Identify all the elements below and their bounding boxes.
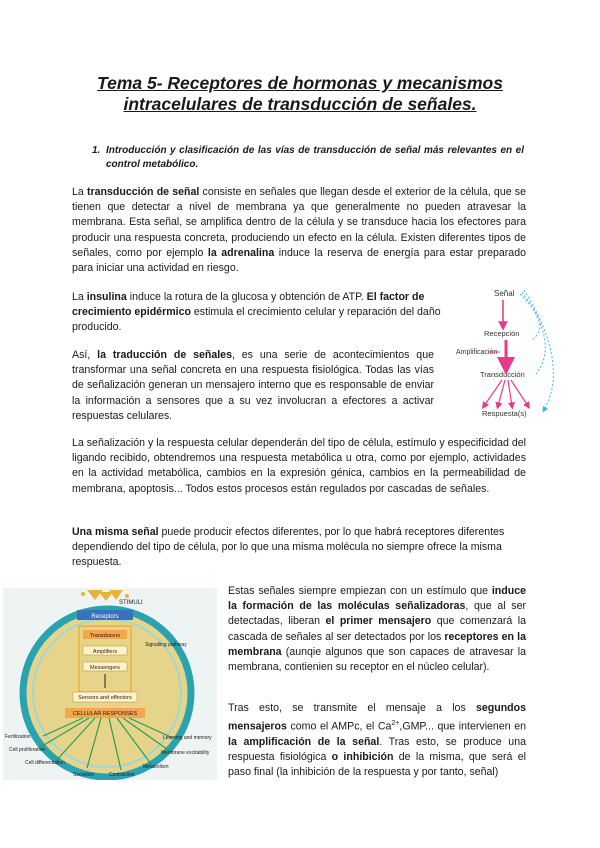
paragraph-estimulo: Estas señales siempre empiezan con un estímulo que induce la formación de las moléculas señalizadoras, que al ser detectadas, liberan el primer mensajero que comenzará la cascada de señales al ser detectados por los receptores en la membrana (aunqie algunos que son capaces de atravesar la membrana, contienien su receptor en el núcleo celular). <box>228 585 527 674</box>
svg-text:Messengers: Messengers <box>90 665 120 671</box>
svg-text:Amplifiers: Amplifiers <box>92 649 118 655</box>
paragraph-transduccion: La transducción de señal consiste en señales que llegan desde el exterior de la célula, que se tienen que detectar a nivel de membrana ya que generalmente no pueden atravesar la membrana. Esta señal, se amplifica dentro de la célula y se transduce hacia los efectores para producir una respuesta concreta, produciendo un efecto en la célula. Existen diferentes tipos de señales, como por ejemplo la adrenalina induce la reserva de energía para estar preparado para iniciar una actividad en riesgo. <box>72 186 526 275</box>
svg-text:Metabolism: Metabolism <box>143 764 169 770</box>
svg-text:CELLULAR RESPONSES: CELLULAR RESPONSES <box>72 711 138 717</box>
svg-text:Secretion: Secretion <box>73 772 95 778</box>
fig1-reception: Recepción <box>484 329 520 338</box>
paragraph-misma-senal: Una misma señal puede producir efectos diferentes, por lo que habrá receptores diferentes dependiendo del tipo de célula, por lo que una misma molécula no siempre ofrece la misma respuesta. <box>72 526 505 569</box>
paragraph-traduccion: Así, la traducción de señales, es una serie de acontecimientos que transformar una señal concreta en una respuesta fisiológica. Todas las vías de señalización generan un mensajero interno que es responsable de enviar la información a sensores que a su vez involucran a efectores a activar respuestas celulares. <box>72 349 434 422</box>
cell-signalling-diagram <box>3 588 217 780</box>
arrow-response-4 <box>511 380 528 406</box>
feedback-arrow-2 <box>522 292 545 374</box>
title-line-1: Tema 5- Receptores de hormonas y mecanismos <box>97 73 503 93</box>
svg-text:Cell differentiation: Cell differentiation <box>25 760 65 766</box>
svg-text:Membrane excitability: Membrane excitability <box>161 750 210 756</box>
page-title <box>60 73 540 115</box>
section-text: Introducción y clasificación de las vías de transducción de señal más relevantes en el control metabólico. <box>106 145 524 170</box>
fig1-responses: Respuesta(s) <box>482 409 527 418</box>
feedback-arrow-3 <box>524 290 553 410</box>
fig2-pathway: Signalling pathway <box>145 642 187 648</box>
title-line-2: intracelulares de transducción de señales. <box>123 94 477 114</box>
svg-text:Sensors and effectors: Sensors and effectors <box>78 695 132 701</box>
fig2-stimuli: STIMULI <box>119 600 143 606</box>
arrow-response-3 <box>508 380 512 406</box>
fig1-signal: Señal <box>494 289 515 298</box>
svg-text:Receptors: Receptors <box>91 614 119 620</box>
paragraph-senalizacion: La señalización y la respuesta celular dependerán del tipo de célula, estímulo y especificidad del ligando recibido, obtendremos una respuesta metabólica u otra, como por ejemplo, actividades en la actividad metabólica, cambios en la expresión génica, cambios en la permeabilidad de membrana, apoptosis... Todos estos procesos están regulados por cascadas de señales. <box>72 437 526 495</box>
feedback-arrow-1 <box>520 294 540 340</box>
svg-text:Contraction: Contraction <box>109 772 135 778</box>
fig1-transduction: Transducción <box>480 370 525 379</box>
svg-text:Transducers: Transducers <box>89 633 121 639</box>
paragraph-insulina: La insulina induce la rotura de la glucosa y obtención de ATP. El factor de crecimiento epidérmico estimula el crecimiento celular y reparación del daño producido. <box>72 291 441 334</box>
svg-text:Learning and memory: Learning and memory <box>163 735 212 741</box>
paragraph-segundos-mensajeros: Tras esto, se transmite el mensaje a los segundos mensajeros como el AMPc, el $Ca^{2+},GMP$... que intervienen en la amplificación de la señal. Tras esto, se produce una respuesta fisiológica o inhibición de la misma, que será el paso final (la inhibición de la respuesta y por tanto, señal) <box>228 702 526 779</box>
svg-text:Fertilization: Fertilization <box>5 734 31 740</box>
fig1-amplification: Amplificación <box>456 349 498 356</box>
section-number: 1. <box>92 145 101 156</box>
section-heading <box>92 144 524 172</box>
signal-flow-diagram <box>448 284 568 424</box>
svg-text:Cell proliferation: Cell proliferation <box>9 747 46 753</box>
